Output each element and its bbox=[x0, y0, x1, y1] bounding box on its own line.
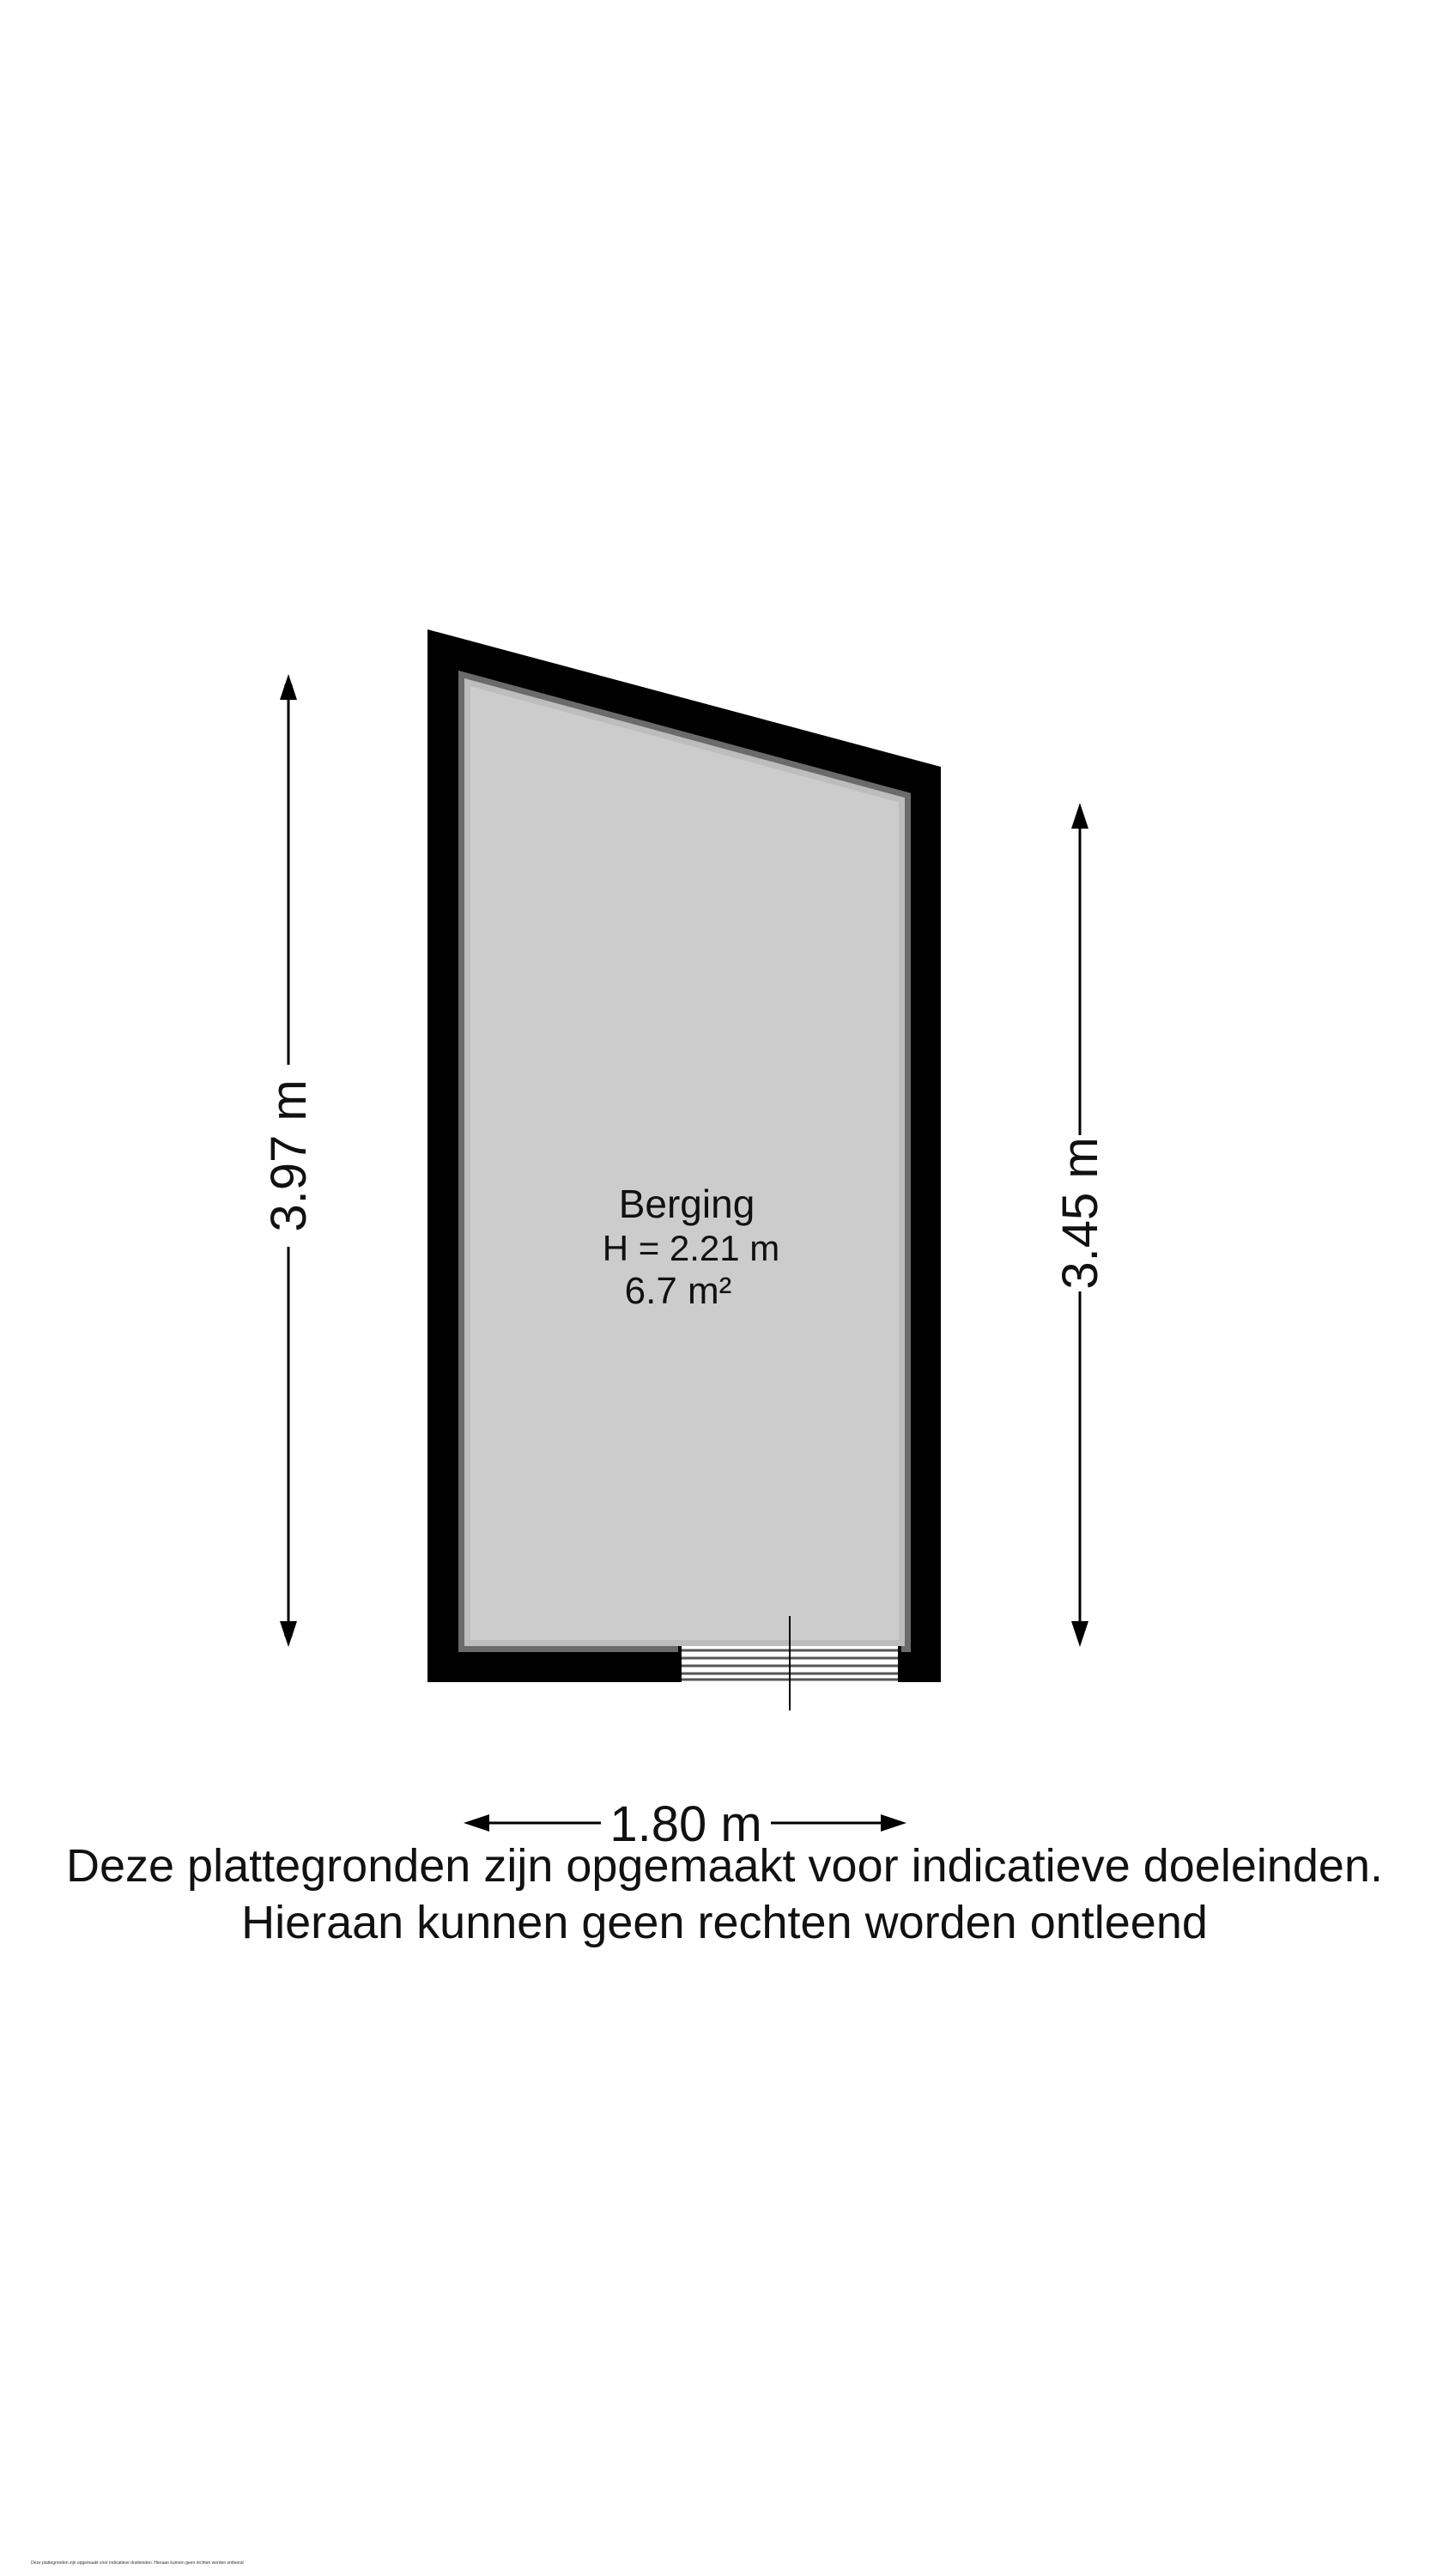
dimension-right-arrow-top bbox=[1071, 803, 1088, 829]
dimension-left-arrow-top bbox=[280, 674, 297, 700]
dimension-bottom-arrow-right bbox=[881, 1814, 906, 1832]
room-area: 6.7 m² bbox=[624, 1270, 732, 1312]
room-name: Berging bbox=[618, 1182, 755, 1226]
dimension-left-label: 3.97 m bbox=[261, 1079, 317, 1232]
dimension-right-arrow-bottom bbox=[1071, 1621, 1088, 1647]
dimension-right-label: 3.45 m bbox=[1052, 1137, 1108, 1290]
dimension-bottom-label: 1.80 m bbox=[609, 1796, 762, 1852]
dimension-bottom-arrow-left bbox=[464, 1814, 489, 1832]
room-floor bbox=[464, 678, 905, 1646]
disclaimer-line-2: Hieraan kunnen geen rechten worden ontleend bbox=[241, 1897, 1208, 1948]
dimension-left-arrow-bottom bbox=[280, 1621, 297, 1647]
footer-note: Deze plattegronden zijn opgemaakt voor indicatieve doeleinden. Hieraan kunnen geen rechten worden ontleend bbox=[31, 2561, 244, 2566]
disclaimer-line-1: Deze plattegronden zijn opgemaakt voor indicatieve doeleinden. bbox=[65, 1840, 1384, 1892]
room-height: H = 2.21 m bbox=[602, 1228, 780, 1268]
dimension-left bbox=[261, 674, 317, 1647]
dimension-right bbox=[1052, 803, 1108, 1647]
